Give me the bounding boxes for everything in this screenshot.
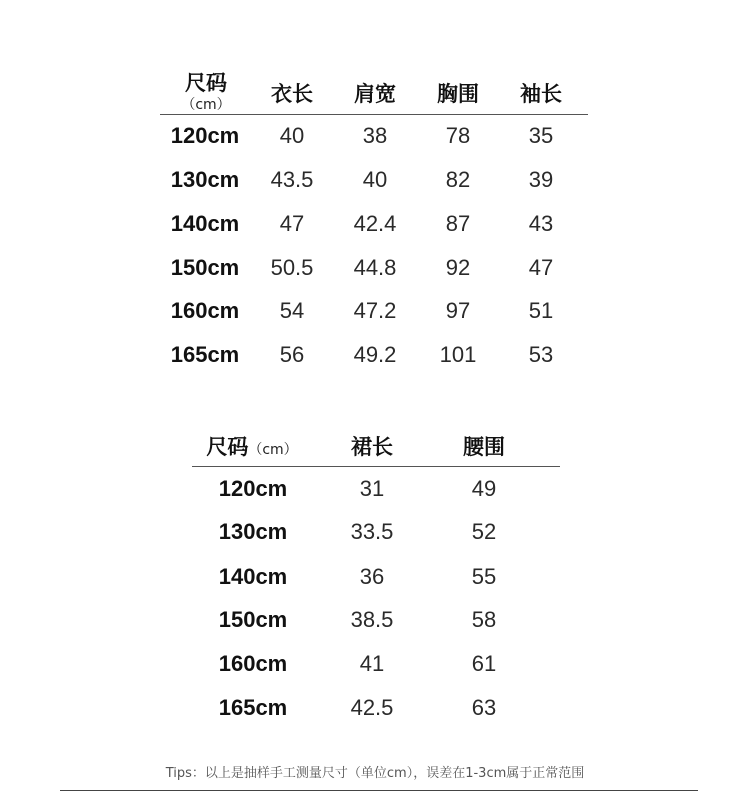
bottom-header-divider (192, 466, 560, 467)
top-header-shoulder: 肩宽 (354, 82, 396, 106)
top-row-shoulder: 47.2 (353, 298, 397, 323)
top-row-chest: 92 (445, 255, 471, 280)
top-row-shoulder: 49.2 (353, 342, 397, 367)
top-row-length: 56 (279, 342, 305, 367)
top-row-sleeve: 35 (528, 123, 554, 148)
top-row-shoulder: 44.8 (353, 255, 397, 280)
bottom-row-size: 150cm (218, 607, 288, 632)
bottom-header-skirt-length: 裙长 (351, 435, 393, 459)
top-row-sleeve: 51 (528, 298, 554, 323)
bottom-row-size: 120cm (218, 476, 288, 501)
top-header-chest: 胸围 (437, 82, 479, 106)
bottom-header-size-label: 尺码 (206, 435, 249, 459)
footer-divider (60, 790, 698, 791)
top-row-size: 120cm (170, 123, 240, 148)
tips-note: Tips：以上是抽样手工测量尺寸（单位cm），误差在1-3cm属于正常范围 (165, 766, 585, 781)
top-header-size-unit: （cm） (181, 97, 231, 113)
bottom-row-waist: 49 (471, 476, 497, 501)
top-row-length: 40 (279, 123, 305, 148)
bottom-header-size (206, 431, 297, 461)
bottom-row-waist: 63 (471, 695, 497, 720)
top-header-size: 尺码 (185, 71, 227, 95)
top-row-sleeve: 39 (528, 167, 554, 192)
top-row-chest: 78 (445, 123, 471, 148)
bottom-row-skirt-length: 42.5 (350, 695, 394, 720)
bottom-row-waist: 61 (471, 651, 497, 676)
top-row-chest: 82 (445, 167, 471, 192)
top-row-sleeve: 47 (528, 255, 554, 280)
top-row-size: 140cm (170, 211, 240, 236)
top-row-length: 47 (279, 211, 305, 236)
bottom-header-size-unit: （cm） (248, 442, 298, 458)
bottom-row-skirt-length: 41 (359, 651, 385, 676)
top-row-shoulder: 42.4 (353, 211, 397, 236)
bottom-row-skirt-length: 38.5 (350, 607, 394, 632)
top-row-chest: 87 (445, 211, 471, 236)
top-row-size: 130cm (170, 167, 240, 192)
bottom-row-waist: 58 (471, 607, 497, 632)
bottom-row-size: 140cm (218, 564, 288, 589)
top-header-divider (160, 114, 588, 115)
bottom-row-skirt-length: 33.5 (350, 519, 394, 544)
top-row-shoulder: 38 (362, 123, 388, 148)
top-row-size: 165cm (170, 342, 240, 367)
top-row-length: 50.5 (270, 255, 314, 280)
top-row-chest: 97 (445, 298, 471, 323)
top-row-chest: 101 (439, 342, 477, 367)
top-row-size: 150cm (170, 255, 240, 280)
bottom-row-skirt-length: 31 (359, 476, 385, 501)
bottom-header-waist: 腰围 (463, 435, 505, 459)
top-row-size: 160cm (170, 298, 240, 323)
top-header-sleeve: 袖长 (520, 82, 562, 106)
top-row-sleeve: 43 (528, 211, 554, 236)
top-row-length: 54 (279, 298, 305, 323)
bottom-row-size: 160cm (218, 651, 288, 676)
bottom-row-size: 165cm (218, 695, 288, 720)
bottom-row-waist: 55 (471, 564, 497, 589)
top-row-shoulder: 40 (362, 167, 388, 192)
bottom-row-waist: 52 (471, 519, 497, 544)
top-row-sleeve: 53 (528, 342, 554, 367)
bottom-row-size: 130cm (218, 519, 288, 544)
bottom-row-skirt-length: 36 (359, 564, 385, 589)
top-header-length: 衣长 (271, 82, 313, 106)
top-row-length: 43.5 (270, 167, 314, 192)
